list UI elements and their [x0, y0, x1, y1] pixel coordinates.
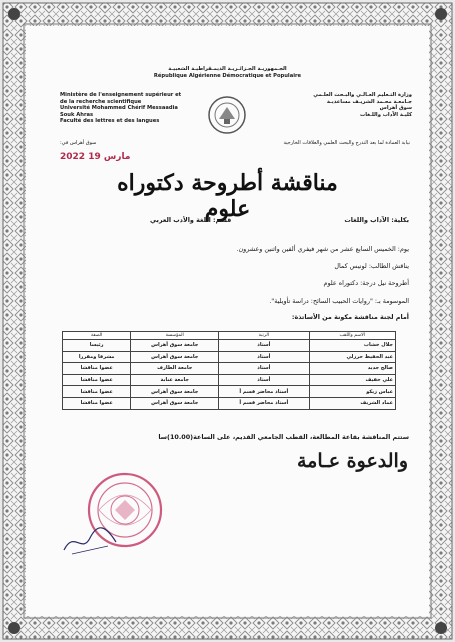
member-institution: جامعة سوق أهراس [131, 351, 219, 363]
vice-deanship-label: نيابة العمادة لما بعد التدرج والبحث العلمي والعلاقات الخارجية [283, 140, 410, 146]
member-rank: أستاذ [219, 351, 309, 363]
ministry-header-fr: Ministère de l'enseignement supérieur et de la recherche scientifique Université Mohammed Chérif Messaadia Souk Ahras Faculté des lettres et des langues [60, 92, 182, 125]
date-place-label: سوق أهراس في: [60, 140, 97, 146]
table-row [63, 374, 396, 386]
table-header-row [63, 332, 396, 340]
member-name: صالح جديد [309, 363, 395, 375]
student-name: يناقش الطالب: لونيس كمال [334, 262, 409, 270]
ministry-header-ar: وزارة التـعليم العـالـي والبـحث العلـمي جـامعـة محـمد الشريـف مساعديـة سوق أهراس كليـة الآداب واللـغات [313, 92, 412, 118]
member-rank: أستاذ [219, 374, 309, 386]
date-stamp: 2022 مارس 19 [60, 152, 131, 162]
member-institution: جامعة عنابة [131, 374, 219, 386]
member-rank: أستاذ [219, 363, 309, 375]
table-row [63, 351, 396, 363]
member-institution: جامعة سوق أهراس [131, 340, 219, 352]
table-row [63, 397, 396, 409]
member-rank: أستاذ [219, 340, 309, 352]
faculty-line: بكلية: الآداب واللغات [344, 216, 409, 224]
member-role: رئيسا [63, 340, 131, 352]
page-title: مناقشة أطروحة دكتوراه علوم [117, 170, 338, 222]
thesis-title: الموسومة بـ: "روايات الحبيب السائح: دراسة تأويلية". [269, 297, 409, 305]
member-role: عضوا مناقشا [63, 363, 131, 375]
member-name: عماد الشريف [309, 397, 395, 409]
committee-intro: أمام لجنة مناقشة مكونة من الأساتذة: [291, 313, 409, 321]
member-role: عضوا مناقشا [63, 386, 131, 398]
col-header-rank: الرتبة [219, 332, 309, 340]
member-institution: جامعة سوق أهراس [131, 386, 219, 398]
member-name: عبد الحفيظ حرزلي [309, 351, 395, 363]
col-header-institution: المؤسسة [131, 332, 219, 340]
department-line: قسم: اللغة والأدب العربي [150, 216, 232, 224]
university-logo [207, 95, 247, 135]
member-role: مشرفا ومقررا [63, 351, 131, 363]
member-rank: أستاذ محاضر قسم أ [219, 386, 309, 398]
member-rank: أستاذ محاضر قسم أ [219, 397, 309, 409]
member-name: جلال خشاب [309, 340, 395, 352]
table-row [63, 386, 396, 398]
table-row [63, 363, 396, 375]
signature [60, 520, 120, 560]
republic-header: الجـمهوريـة الجـزائـريـة الديمـقراطيـة الشعبيـة République Algérienne Démocratique et Populaire [153, 66, 302, 79]
venue-line: ستتم المناقشة بقاعة المطالعة، القطب الجامعي القديم، على الساعة(10.00)سا [158, 433, 409, 441]
table-row [63, 340, 396, 352]
defense-day: يوم: الخميس السابع عشر من شهر فيفري ألفين واثنين وعشرون. [236, 245, 409, 253]
committee-table [62, 331, 396, 410]
member-institution: جامعة الطارف [131, 363, 219, 375]
member-name: عباس زيكو [309, 386, 395, 398]
member-role: عضوا مناقشا [63, 374, 131, 386]
member-institution: جامعة سوق أهراس [131, 397, 219, 409]
public-invitation: والدعوة عـامة [297, 450, 408, 472]
member-role: عضوا مناقشا [63, 397, 131, 409]
member-name: علي خفيف [309, 374, 395, 386]
col-header-name: الاسم واللقب [309, 332, 395, 340]
col-header-role: الصفة [63, 332, 131, 340]
degree-line: أطروحة نيل درجة: دكتوراه علوم [323, 279, 409, 287]
